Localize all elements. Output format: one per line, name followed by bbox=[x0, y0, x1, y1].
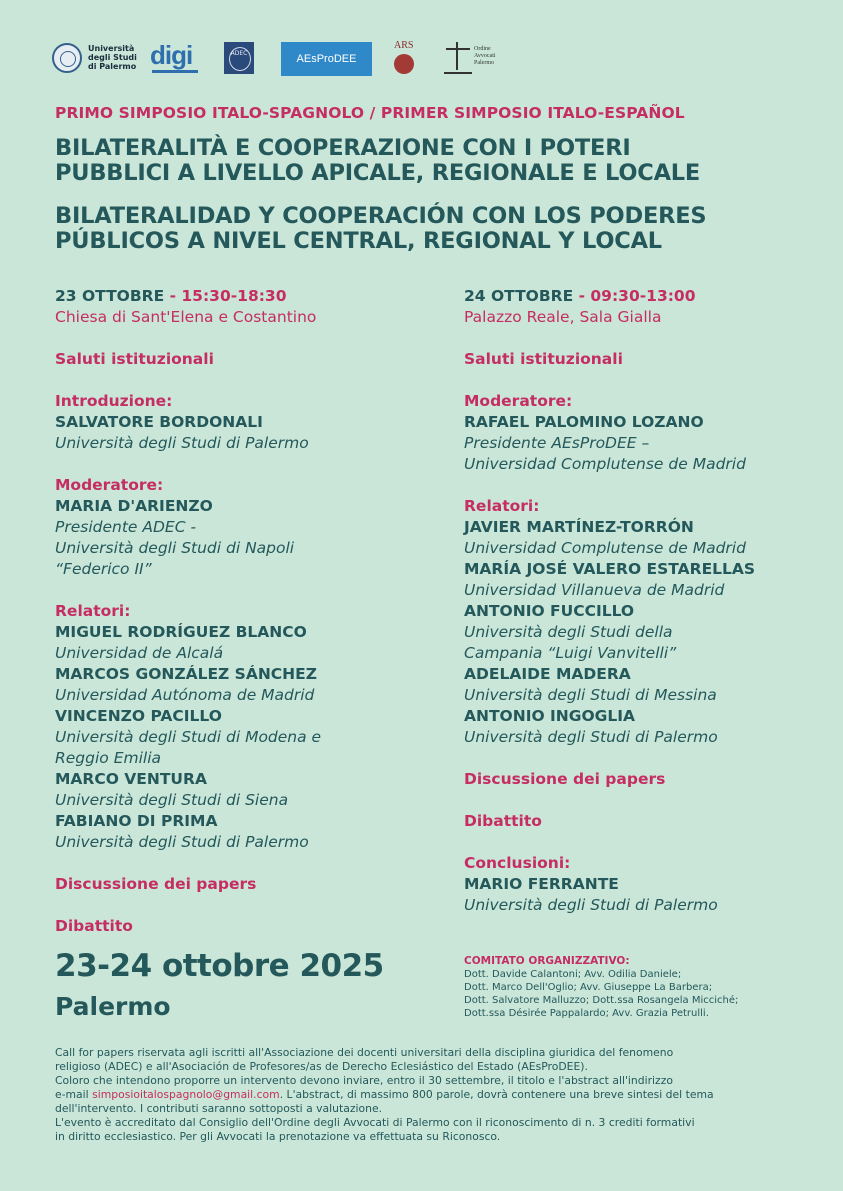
logo-bar bbox=[52, 40, 512, 80]
title-spanish bbox=[55, 204, 706, 254]
speaker-affil: Università degli Studi della bbox=[464, 623, 673, 641]
unipa-logo-text: Università degli Studi di Palermo bbox=[88, 44, 137, 71]
day1-moderator-name: MARIA D'ARIENZO bbox=[55, 497, 213, 515]
day2-moderator-label: Moderatore: bbox=[464, 392, 573, 410]
committee-line: Dott. Marco Dell'Oglio; Avv. Giuseppe La Barbera; bbox=[464, 982, 713, 993]
day1-intro-name: SALVATORE BORDONALI bbox=[55, 413, 263, 431]
digi-logo: digi bbox=[150, 40, 193, 70]
day2-debate: Dibattito bbox=[464, 812, 542, 830]
adec-logo-icon bbox=[224, 42, 254, 74]
title-italian-line-2: PUBBLICI A LIVELLO APICALE, REGIONALE E LOCALE bbox=[55, 160, 701, 186]
adec-logo-text: ADEC bbox=[230, 50, 248, 57]
footer-line: in diritto ecclesiastico. Per gli Avvocati la prenotazione va effettuata su Riconosco. bbox=[55, 1130, 501, 1143]
speaker-name: VINCENZO PACILLO bbox=[55, 707, 222, 725]
speaker-name: MARCOS GONZÁLEZ SÁNCHEZ bbox=[55, 665, 317, 683]
footer-line: Call for papers riservata agli iscritti all'Associazione dei docenti universitari della disciplina giuridica del fenomeno bbox=[55, 1046, 674, 1059]
committee-line: Dott. Davide Calantoni; Avv. Odilia Daniele; bbox=[464, 969, 682, 980]
digi-underline bbox=[152, 70, 198, 73]
speaker-affil: Università degli Studi di Palermo bbox=[55, 833, 309, 851]
title-spanish-line-2: PÚBLICOS A NIVEL CENTRAL, REGIONAL Y LOCAL bbox=[55, 228, 662, 254]
speaker-name: ANTONIO FUCCILLO bbox=[464, 602, 635, 620]
speaker-affil: Reggio Emilia bbox=[55, 749, 162, 767]
day2-date: 24 OTTOBRE bbox=[464, 287, 574, 305]
university-seal-icon bbox=[52, 43, 82, 73]
committee-heading: COMITATO ORGANIZZATIVO: bbox=[464, 955, 630, 967]
title-italian-line-1: BILATERALITÀ E COOPERAZIONE CON I POTERI bbox=[55, 135, 631, 161]
committee-line: Dott.ssa Désirée Pappalardo; Avv. Grazia Petrulli. bbox=[464, 1008, 709, 1019]
day2-speakers-label: Relatori: bbox=[464, 497, 540, 515]
speaker-name: FABIANO DI PRIMA bbox=[55, 812, 218, 830]
day1-moderator-affil: Presidente ADEC - bbox=[55, 518, 197, 536]
speaker-affil: Universidad Complutense de Madrid bbox=[464, 539, 746, 557]
day1-debate: Dibattito bbox=[55, 917, 133, 935]
day2-time: - 09:30-13:00 bbox=[573, 287, 696, 305]
speaker-name: MIGUEL RODRÍGUEZ BLANCO bbox=[55, 623, 307, 641]
speaker-name: MARCO VENTURA bbox=[55, 770, 207, 788]
day1-program bbox=[55, 286, 415, 937]
footer-line: . L'abstract, di massimo 800 parole, dovrà contenere una breve sintesi del tema bbox=[279, 1088, 714, 1101]
day2-place: Palazzo Reale, Sala Gialla bbox=[464, 308, 662, 326]
ordine-logo-text: Ordine Avvocati Palermo bbox=[474, 46, 496, 66]
speaker-affil: Universidad Autónoma de Madrid bbox=[55, 686, 315, 704]
day1-place: Chiesa di Sant'Elena e Costantino bbox=[55, 308, 317, 326]
call-for-papers-notice bbox=[55, 1046, 795, 1144]
day2-moderator-affil: Presidente AEsProDEE – bbox=[464, 434, 650, 452]
symposium-kicker: PRIMO SIMPOSIO ITALO-SPAGNOLO / PRIMER SIMPOSIO ITALO-ESPAÑOL bbox=[55, 104, 685, 122]
day2-program bbox=[464, 286, 824, 916]
title-spanish-line-1: BILATERALIDAD Y COOPERACIÓN CON LOS PODERES bbox=[55, 203, 707, 229]
title-italian bbox=[55, 136, 700, 186]
contact-email-link[interactable]: simposioitalospagnolo@gmail.com bbox=[92, 1088, 280, 1101]
ars-emblem-icon bbox=[394, 54, 414, 74]
speaker-affil: Universidad Villanueva de Madrid bbox=[464, 581, 725, 599]
speaker-affil: Università degli Studi di Siena bbox=[55, 791, 289, 809]
aesprodee-logo: AEsProDEE bbox=[281, 42, 372, 76]
speaker-name: ANTONIO INGOGLIA bbox=[464, 707, 636, 725]
day2-discussion: Discussione dei papers bbox=[464, 770, 666, 788]
scales-of-justice-icon bbox=[444, 42, 472, 74]
footer-email-prefix: e-mail bbox=[55, 1088, 93, 1101]
day1-speakers-label: Relatori: bbox=[55, 602, 131, 620]
speaker-name: JAVIER MARTÍNEZ-TORRÓN bbox=[464, 518, 694, 536]
footer-line: religioso (ADEC) e all'Asociación de Profesores/as de Derecho Eclesiástico del Estado (AEsProDEE). bbox=[55, 1060, 588, 1073]
day1-discussion: Discussione dei papers bbox=[55, 875, 257, 893]
day1-date: 23 OTTOBRE bbox=[55, 287, 165, 305]
event-city: Palermo bbox=[55, 992, 171, 1021]
day2-conclusions-label: Conclusioni: bbox=[464, 854, 571, 872]
speaker-name: ADELAIDE MADERA bbox=[464, 665, 631, 683]
day1-intro-label: Introduzione: bbox=[55, 392, 173, 410]
speaker-affil: Campania “Luigi Vanvitelli” bbox=[464, 644, 677, 662]
footer-line: Coloro che intendono proporre un intervento devono inviare, entro il 30 settembre, il titolo e l'abstract all'indirizzo bbox=[55, 1074, 673, 1087]
day1-greetings: Saluti istituzionali bbox=[55, 350, 214, 368]
speaker-affil: Università degli Studi di Modena e bbox=[55, 728, 322, 746]
event-dates: 23-24 ottobre 2025 bbox=[55, 948, 384, 984]
day2-conclusions-name: MARIO FERRANTE bbox=[464, 875, 619, 893]
day2-greetings: Saluti istituzionali bbox=[464, 350, 623, 368]
day1-intro-affil: Università degli Studi di Palermo bbox=[55, 434, 309, 452]
day1-time: - 15:30-18:30 bbox=[164, 287, 287, 305]
footer-line: L'evento è accreditato dal Consiglio dell'Ordine degli Avvocati di Palermo con il riconoscimento di n. 3 crediti formativi bbox=[55, 1116, 695, 1129]
day1-moderator-affil: “Federico II” bbox=[55, 560, 152, 578]
speaker-name: MARÍA JOSÉ VALERO ESTARELLAS bbox=[464, 560, 756, 578]
committee-line: Dott. Salvatore Malluzzo; Dott.ssa Rosangela Micciché; bbox=[464, 995, 739, 1006]
footer-line: dell'intervento. I contributi saranno sottoposti a valutazione. bbox=[55, 1102, 383, 1115]
day2-moderator-affil: Universidad Complutense de Madrid bbox=[464, 455, 746, 473]
day2-moderator-name: RAFAEL PALOMINO LOZANO bbox=[464, 413, 704, 431]
day1-moderator-affil: Università degli Studi di Napoli bbox=[55, 539, 295, 557]
ars-logo-text: ARS bbox=[394, 40, 414, 51]
speaker-affil: Università degli Studi di Messina bbox=[464, 686, 717, 704]
speaker-affil: Università degli Studi di Palermo bbox=[464, 728, 718, 746]
speaker-affil: Universidad de Alcalá bbox=[55, 644, 224, 662]
day2-conclusions-affil: Università degli Studi di Palermo bbox=[464, 896, 718, 914]
day1-moderator-label: Moderatore: bbox=[55, 476, 164, 494]
organizing-committee bbox=[464, 955, 804, 1020]
